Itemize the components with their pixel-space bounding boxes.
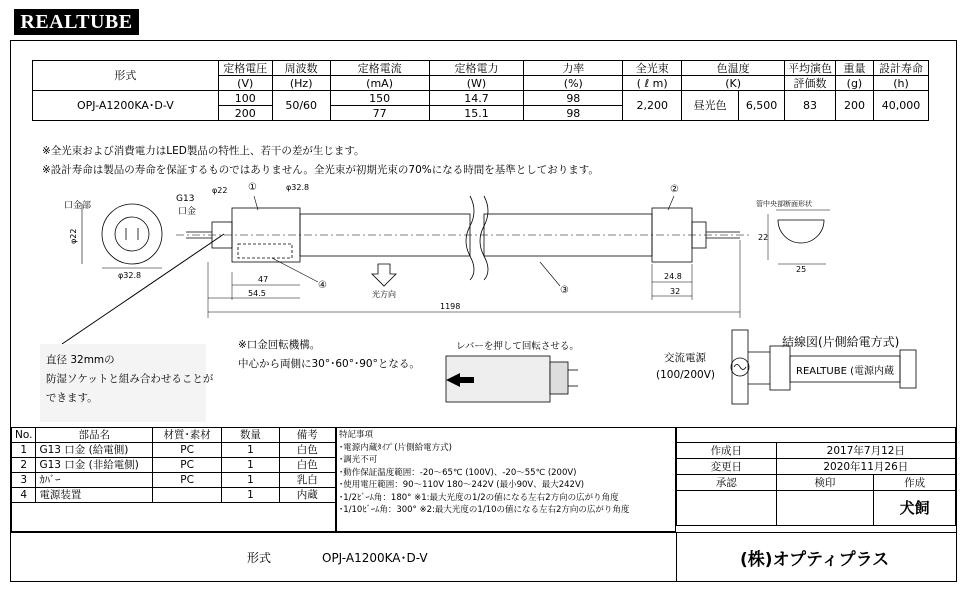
footer-vdivider: [676, 532, 677, 582]
footer-model-label: 形式: [247, 551, 272, 565]
inspect-box: [776, 491, 874, 526]
cell-frequency: 50/60: [272, 91, 330, 121]
parts-cell: G13 口金 (非給電側): [36, 458, 153, 473]
callout-3: ③: [560, 285, 569, 296]
author-name: 犬飼: [874, 491, 956, 526]
cell-pf: 98: [524, 91, 623, 106]
header-model: 形式: [33, 61, 219, 91]
socket-note-line: できます。: [46, 392, 98, 404]
inspect-label: 検印: [776, 475, 874, 491]
signoff-blank: [677, 428, 956, 443]
parts-cell: 電源装置: [36, 488, 153, 503]
cell-lumen: 2,200: [623, 91, 682, 121]
unit-current: (mA): [330, 76, 429, 91]
dim-section-25: 25: [796, 265, 807, 274]
parts-header: 備考: [279, 428, 335, 443]
header-current: 定格電流: [330, 61, 429, 76]
socket-note-line: 直径 32mmの: [46, 354, 115, 366]
unit-life: (h): [873, 76, 928, 91]
parts-header: 部品名: [36, 428, 153, 443]
parts-cell: PC: [153, 458, 222, 473]
header-voltage: 定格電圧: [218, 61, 272, 76]
special-title: 特記事項: [339, 430, 374, 440]
dim-section-22: 22: [758, 233, 769, 242]
wiring-tube-text: REALTUBE (電源内蔵: [796, 366, 894, 377]
label-g13: G13: [176, 194, 195, 204]
parts-cell: 1: [12, 443, 36, 458]
note-lumen: ※全光束および消費電力はLED製品の特性上、若干の差が生じます。: [42, 145, 365, 157]
label-cap: 口金部: [64, 201, 92, 211]
parts-cell: 1: [222, 458, 279, 473]
socket-note: [46, 351, 213, 408]
cell-color-temp: 6,500: [739, 91, 785, 121]
label-phi22-v: φ22: [69, 228, 78, 244]
parts-header: 数量: [222, 428, 279, 443]
note-life: ※設計寿命は製品の寿命を保証するものではありません。全光束が初期光束の70%になる時間を基準としております。: [42, 164, 599, 176]
cap-inner-circle: [115, 217, 149, 251]
parts-cell: PC: [153, 443, 222, 458]
unit-power: (W): [429, 76, 524, 91]
brand-logo: REALTUBE: [14, 9, 139, 35]
created-label: 作成日: [677, 443, 777, 459]
dim-545: 54.5: [248, 289, 266, 298]
callout-1: ①: [248, 182, 257, 193]
signoff-table: [676, 427, 956, 526]
parts-row: [12, 458, 336, 473]
changed-label: 変更日: [677, 459, 777, 475]
parts-cell: 4: [12, 488, 36, 503]
parts-row: [12, 443, 336, 458]
dim-248: 24.8: [664, 272, 682, 281]
special-notes: [339, 429, 629, 517]
parts-blank: [11, 502, 336, 532]
rotation-note: [238, 336, 420, 374]
header-pf: 力率: [524, 61, 623, 76]
ac-label: 交流電源: [664, 352, 706, 364]
header-weight: 重量: [835, 61, 873, 76]
parts-cell: 白色: [279, 443, 335, 458]
parts-row: [12, 473, 336, 488]
callout-4: ④: [318, 280, 327, 291]
dim-1198: 1198: [440, 302, 461, 311]
header-frequency: 周波数: [272, 61, 330, 76]
footer-divider: [10, 532, 957, 533]
special-item: ･1/10ﾋﾞｰﾑ角：300° ※2:最大光度の1/10の値になる左右2方向の広がり角度: [339, 505, 630, 515]
cell-current: 77: [330, 106, 429, 121]
dim-47: 47: [258, 275, 269, 284]
label-section: 管中央部断面形状: [756, 200, 812, 208]
label-phi328: φ32.8: [286, 183, 310, 192]
rotation-note-line: ※口金回転機構。: [238, 339, 321, 351]
cell-power: 15.1: [429, 106, 524, 121]
lever-note: レバーを押して回転させる。: [456, 341, 579, 352]
header-color-temp: 色温度: [682, 61, 785, 76]
special-item: ･使用電圧範囲：90～110V 180～242V (最小90V、最大242V): [339, 480, 585, 490]
socket-note-line: 防湿ソケットと組み合わせることが: [46, 373, 214, 385]
unit-pf: (%): [524, 76, 623, 91]
parts-cell: 白色: [279, 458, 335, 473]
company-name: (株)オプティプラス: [740, 550, 890, 570]
parts-cell: 3: [12, 473, 36, 488]
approve-box: [677, 491, 777, 526]
parts-table: [11, 427, 336, 503]
footer-model: OPJ-A1200KA･D-V: [322, 551, 428, 565]
cell-weight: 200: [835, 91, 873, 121]
parts-cell: 乳白: [279, 473, 335, 488]
cap-outer-circle: [102, 204, 162, 264]
unit-voltage: (V): [218, 76, 272, 91]
label-phi328-b: φ32.8: [118, 271, 142, 280]
ac-voltage: (100/200V): [656, 369, 715, 381]
parts-cell: 1: [222, 473, 279, 488]
cell-current: 150: [330, 91, 429, 106]
parts-cell: 1: [222, 488, 279, 503]
label-phi22: φ22: [212, 186, 228, 195]
parts-cell: PC: [153, 473, 222, 488]
wiring-title: 結線図(片側給電方式): [782, 335, 900, 349]
rotation-note-line: 中心から両側に30°･60°･90°となる。: [238, 358, 420, 370]
cell-color-name: 昼光色: [682, 91, 739, 121]
created-date: 2017年7月12日: [776, 443, 955, 459]
header-life: 設計寿命: [873, 61, 928, 76]
cell-life: 40,000: [873, 91, 928, 121]
unit-frequency: (Hz): [272, 76, 330, 91]
unit-weight: (g): [835, 76, 873, 91]
parts-header: 材質･素材: [153, 428, 222, 443]
cell-voltage: 100: [218, 91, 272, 106]
parts-row: [12, 488, 336, 503]
callout-2: ②: [670, 184, 679, 195]
author-label: 作成: [874, 475, 956, 491]
label-light-dir: 光方向: [372, 290, 396, 299]
header-cri: 平均演色: [785, 61, 836, 76]
changed-date: 2020年11月26日: [776, 459, 955, 475]
cell-voltage: 200: [218, 106, 272, 121]
parts-cell: ｶﾊﾞｰ: [36, 473, 153, 488]
parts-cell: 内蔵: [279, 488, 335, 503]
cell-cri: 83: [785, 91, 836, 121]
special-item: ･1/2ﾋﾞｰﾑ角：180° ※1:最大光度の1/2の値になる左右2方向の広がり角度: [339, 492, 619, 503]
header-lumen: 全光束: [623, 61, 682, 76]
unit-cri: 評価数: [785, 76, 836, 91]
cell-model: OPJ-A1200KA･D-V: [33, 91, 219, 121]
unit-color-temp: (K): [682, 76, 785, 91]
parts-cell: [153, 488, 222, 503]
parts-header: No.: [12, 428, 36, 443]
parts-cell: 2: [12, 458, 36, 473]
approve-label: 承認: [677, 475, 777, 491]
special-item: ･動作保証温度範囲：-20～65℃ (100V)、-20～55℃ (200V): [339, 467, 577, 478]
parts-cell: G13 口金 (給電側): [36, 443, 153, 458]
unit-lumen: ( ℓ m): [623, 76, 682, 91]
special-item: ･電源内蔵ﾀｲﾌﾟ(片側給電方式): [339, 442, 452, 453]
dim-32: 32: [670, 287, 681, 296]
label-g13-cap: 口金: [178, 207, 197, 217]
special-item: ･調光不可: [339, 455, 378, 465]
cell-pf: 98: [524, 106, 623, 121]
header-power: 定格電力: [429, 61, 524, 76]
parts-cell: 1: [222, 443, 279, 458]
cell-power: 14.7: [429, 91, 524, 106]
